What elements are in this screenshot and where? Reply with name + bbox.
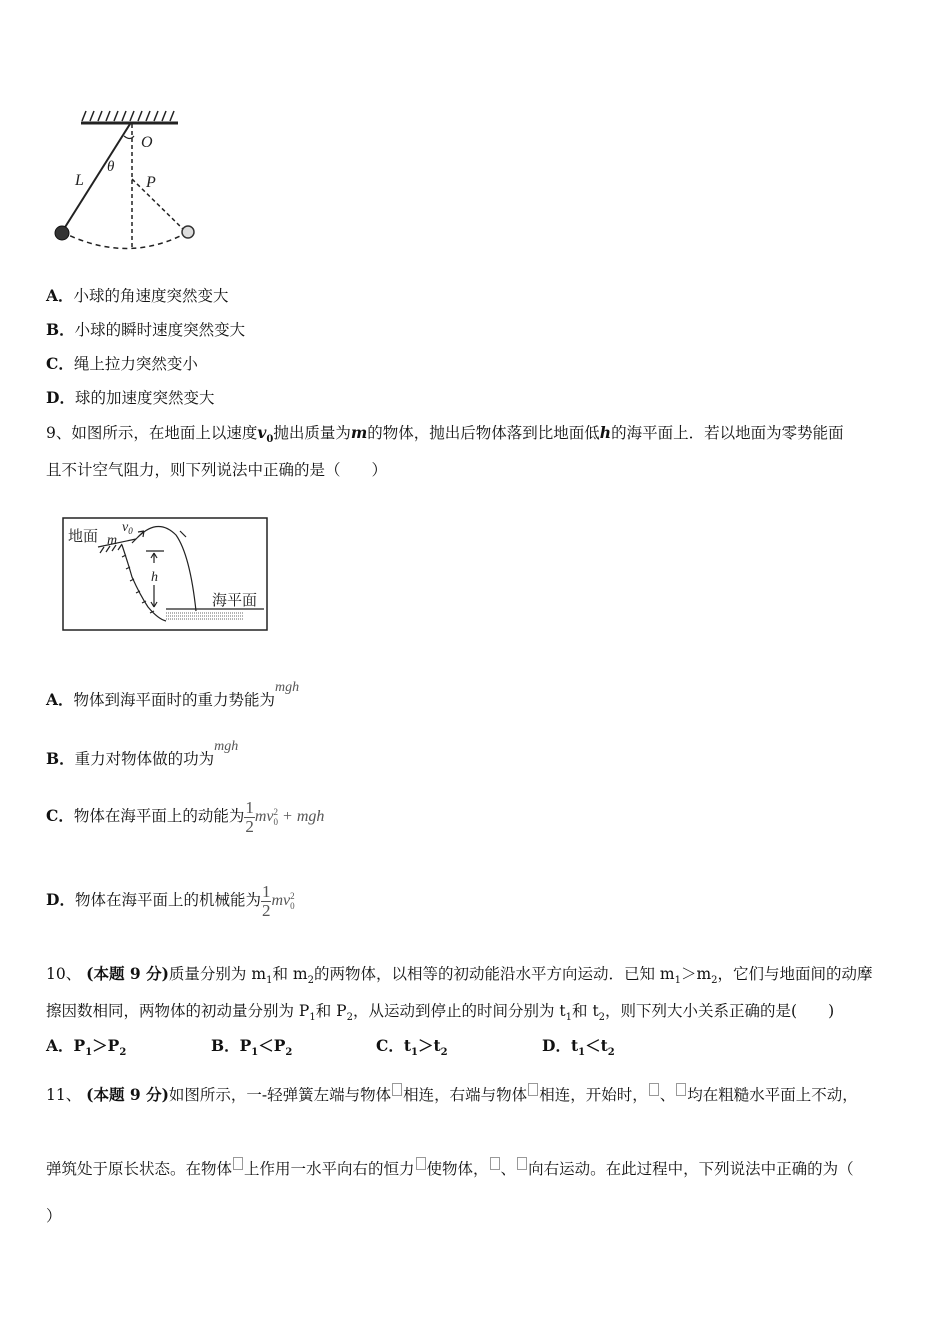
label-sea: 海平面 [212,591,258,609]
missing-glyph-box [676,1083,686,1096]
q9-option-c: C．物体在海平面上的动能为 $\frac{1}{2}$ mv 2 0 + mgh [46,797,325,836]
cliff-figure [62,515,270,633]
label-h: h [151,570,158,585]
pendulum-figure [48,105,208,255]
q9-option-b: B．重力对物体做的功为mgh [46,739,239,768]
fraction: $\frac{1}{2}$ [261,881,271,920]
missing-glyph-box [392,1083,402,1096]
q9-option-d: D．物体在海平面上的机械能为 $\frac{1}{2}$ mv 2 0 [46,881,295,920]
q9-option-a: A．物体到海平面时的重力势能为mgh [46,680,300,709]
q10-option-d: D．$t_1<t_2$ [542,1036,615,1059]
q10-stem-line2: 擦因数相同，两物体的初动量分别为 $P_1$和 $P_2$，从运动到停止的时间分别为 $t_1$和 $t_2$，则下列大小关系正确的是( ) [46,1002,835,1024]
label-theta: θ [107,159,115,175]
missing-glyph-box [233,1157,243,1170]
missing-glyph-box [416,1157,426,1170]
q10-option-b: B．$P_1<P_2$ [211,1036,293,1059]
q9-stem-line1: 9、如图所示，在地面上以速度$v_0$抛出质量为m的物体，抛出后物体落到比地面低h的海平面上．若以地面为零势能面 [46,423,844,446]
label-l: L [75,172,84,189]
q8-option-b: B．小球的瞬时速度突然变大 [46,320,246,339]
missing-glyph-box [528,1083,538,1096]
q9-stem-line2: 且不计空气阻力，则下列说法中正确的是（ ） [46,461,388,479]
label-o: O [141,134,153,151]
missing-glyph-box [649,1083,659,1096]
q10-option-a: A．$P_1>P_2$ [46,1036,127,1059]
q11-stem-line2: 弹筑处于原长状态。在物体 上作用一水平向右的恒力 使物体， 、 向右运动。在此过程中，下列说法中正确的为（ [46,1157,854,1179]
missing-glyph-box [490,1157,500,1170]
q8-option-a: A．小球的角速度突然变大 [46,286,229,305]
label-v0: $v_0$ [122,520,133,536]
q11-stem-line3: ） [46,1207,62,1225]
q8-option-c: C．绳上拉力突然变小 [46,354,198,373]
label-ground: 地面 [68,527,99,545]
label-m: m [107,533,118,548]
q11-stem-line1: 11、 (本题 9 分)如图所示，一-轻弹簧左端与物体 相连，右端与物体 相连，开始时， 、 均在粗糙水平面上不动， [46,1085,858,1104]
label-p: P [146,174,156,191]
fraction: $\frac{1}{2}$ [245,797,254,836]
missing-glyph-box [517,1157,527,1170]
q10-stem-line1: 10、 (本题 9 分)质量分别为 $m_1$和 $m_2$的两物体，以相等的初动能沿水平方向运动．已知 $m_1>m_2$，它们与地面间的动摩 [46,964,873,987]
q8-option-d: D．球的加速度突然变大 [46,388,215,407]
q10-option-c: C．$t_1>t_2$ [376,1036,448,1059]
